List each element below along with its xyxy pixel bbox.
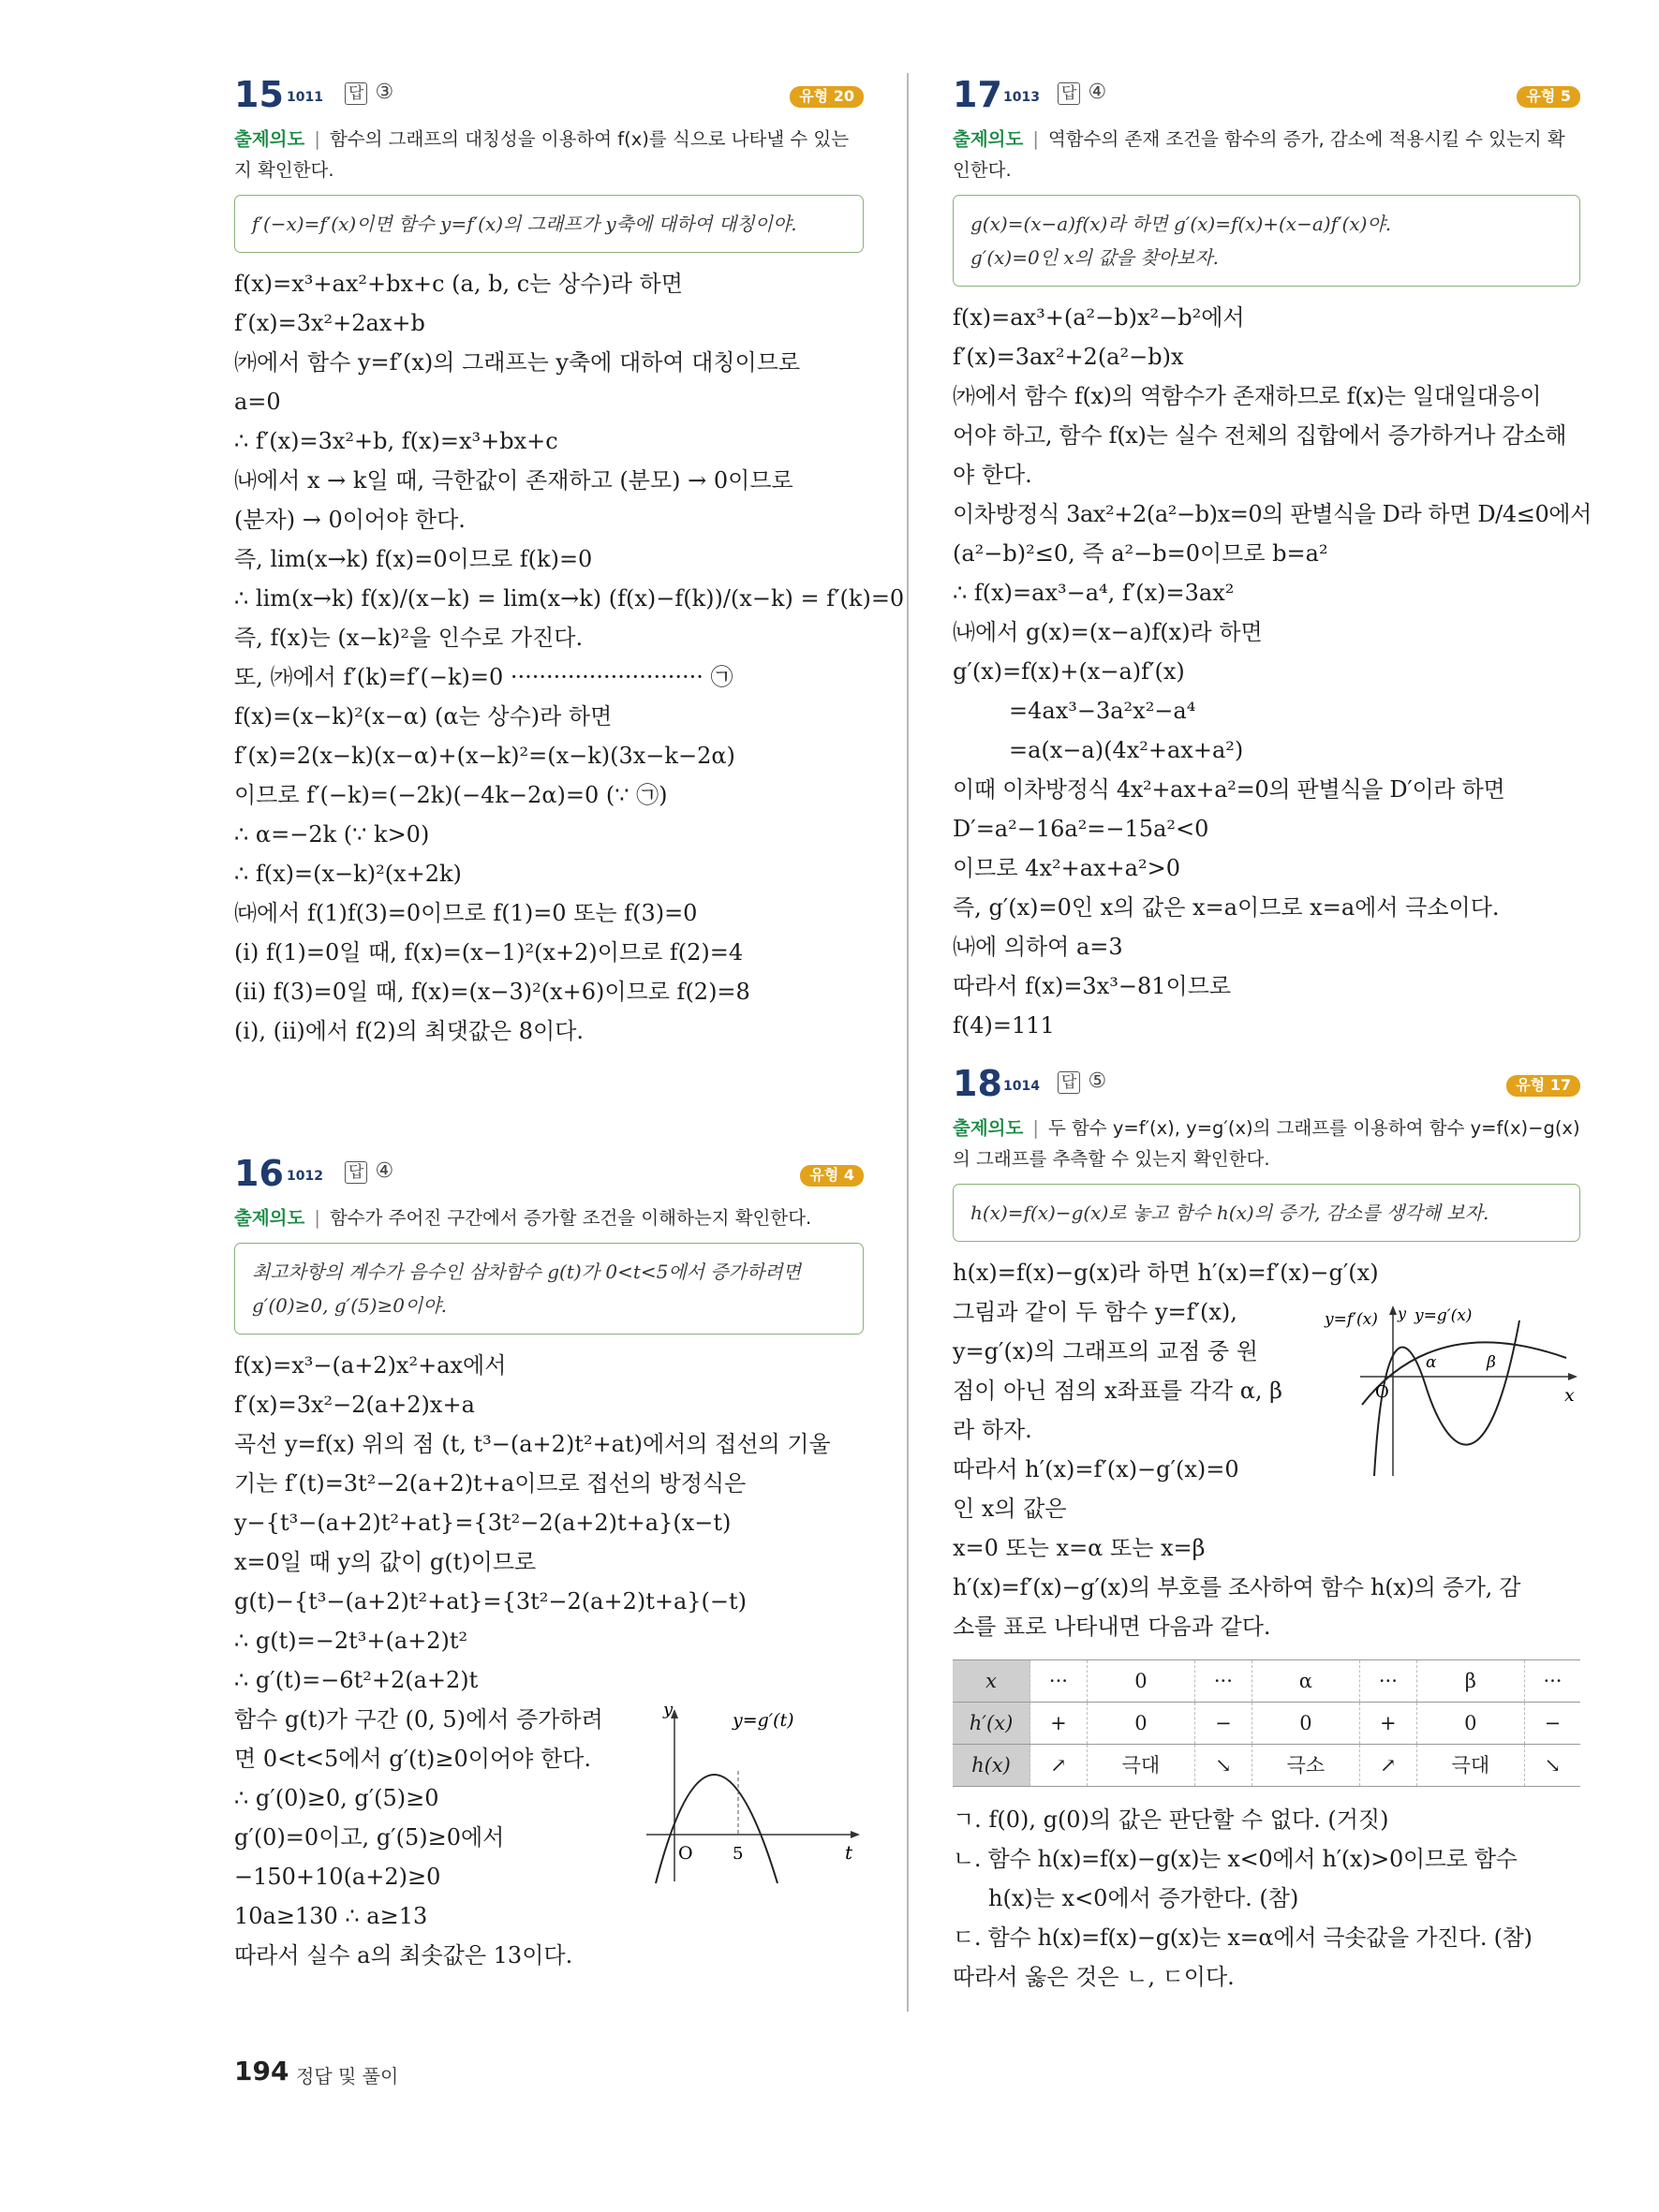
hint-box xyxy=(953,195,1580,287)
table-cell: ↘ xyxy=(1524,1745,1580,1787)
solution-line: 곡선 y=f(x) 위의 점 (t, t³−(a+2)t²+at)에서의 접선의 기울 xyxy=(234,1431,831,1457)
table-cell: − xyxy=(1194,1703,1252,1745)
solution-line: 또, ㈎에서 f′(k)=f′(−k)=0 ··························· ㉠ xyxy=(234,664,733,690)
table-cell: + xyxy=(1359,1703,1416,1745)
problem-18 xyxy=(953,1062,1580,1997)
solution-line: 기는 f′(t)=3t²−2(a+2)t+a이므로 접선의 방정식은 xyxy=(234,1470,747,1497)
solution-line: 라 하자. xyxy=(953,1417,1032,1443)
solution-line: (분자) → 0이어야 한다. xyxy=(234,507,466,533)
curve-label: y=g′(t) xyxy=(733,1710,794,1731)
solution-line: ㈐에서 f(1)f(3)=0이므로 f(1)=0 또는 f(3)=0 xyxy=(234,900,698,926)
table-cell: + xyxy=(1030,1703,1088,1745)
solution-line: y=g′(x)의 그래프의 교점 중 원 xyxy=(953,1338,1258,1364)
solution-line: =4ax³−3a²x²−a⁴ xyxy=(1009,698,1196,724)
hint-line: g′(0)≥0, g′(5)≥0이야. xyxy=(252,1294,448,1317)
table-cell: 0 xyxy=(1416,1703,1524,1745)
f-prime-label: y=f′(x) xyxy=(1325,1310,1378,1329)
solution-line: 이므로 4x²+ax+a²>0 xyxy=(953,855,1180,881)
table-cell: − xyxy=(1524,1703,1580,1745)
variation-table xyxy=(953,1659,1580,1787)
origin-label: O xyxy=(1375,1382,1389,1402)
table-row xyxy=(953,1703,1580,1745)
solution-line: ㈎에서 함수 y=f′(x)의 그래프는 y축에 대하여 대칭이므로 xyxy=(234,349,801,376)
answer-label xyxy=(345,81,393,105)
solution-line: ∴ lim(x→k) f(x)/(x−k) = lim(x→k) (f(x)−f(k))/(x−k) = f′(k)=0 xyxy=(234,585,905,612)
problem-code: 1014 xyxy=(1003,1079,1040,1094)
table-cell: ↗ xyxy=(1030,1745,1088,1787)
solution-line: f′(x)=3x²−2(a+2)x+a xyxy=(234,1392,475,1418)
problem-number: 16 xyxy=(234,1153,284,1194)
table-cell: ··· xyxy=(1194,1660,1252,1703)
hint-line: g′(x)=0인 x의 값을 찾아보자. xyxy=(970,246,1219,269)
table-cell: β xyxy=(1416,1660,1524,1703)
solution-line: 함수 g(t)가 구간 (0, 5)에서 증가하려 xyxy=(234,1706,603,1733)
hint-line: 최고차항의 계수가 음수인 삼차함수 g(t)가 0<t<5에서 증가하려면 xyxy=(252,1261,801,1283)
dap-badge: 답 xyxy=(345,1161,367,1184)
intent-text: 두 함수 y=f′(x), y=g′(x)의 그래프를 이용하여 함수 y=f(x)−g(x)의 그래프를 추측할 수 있는지 확인한다. xyxy=(953,1117,1580,1170)
solution-line: ∴ α=−2k (∵ k>0) xyxy=(234,821,430,848)
solution-line: f′(x)=3x²+2ax+b xyxy=(234,310,425,336)
type-badge: 유형 17 xyxy=(1506,1075,1580,1097)
solution-line: ∴ f(x)=(x−k)²(x+2k) xyxy=(234,861,462,887)
solution-line: 인 x의 값은 xyxy=(953,1496,1067,1522)
hint-box xyxy=(953,1184,1580,1242)
y-axis-label: y xyxy=(663,1703,674,1719)
solution-line: f′(x)=2(x−k)(x−α)+(x−k)²=(x−k)(3x−k−2α) xyxy=(234,743,735,769)
table-cell: 0 xyxy=(1087,1703,1194,1745)
solution-line: 즉, lim(x→k) f(x)=0이므로 f(k)=0 xyxy=(234,546,593,572)
y-arrow-icon xyxy=(1389,1305,1397,1315)
dap-badge: 답 xyxy=(1058,82,1080,105)
solution-line: 그림과 같이 두 함수 y=f′(x), xyxy=(953,1299,1237,1325)
solution-line: 10a≥130 ∴ a≥13 xyxy=(234,1903,428,1929)
intent-text: 역함수의 존재 조건을 함수의 증가, 감소에 적용시킬 수 있는지 확인한다. xyxy=(953,128,1565,181)
solution-line: a=0 xyxy=(234,389,281,415)
problem-code: 1011 xyxy=(287,90,323,105)
solution-line: ∴ f′(x)=3x²+b, f(x)=x³+bx+c xyxy=(234,428,558,454)
solution-line: ㈏에 의하여 a=3 xyxy=(953,934,1123,960)
answer-label xyxy=(1058,1069,1106,1094)
problem-number: 15 xyxy=(234,74,284,115)
solution-line: 점이 아닌 점의 x좌표를 각각 α, β xyxy=(953,1378,1283,1404)
origin-label: O xyxy=(678,1843,693,1864)
problem-code: 1012 xyxy=(287,1169,323,1184)
solution-line: ∴ f(x)=ax³−a⁴, f′(x)=3ax² xyxy=(953,580,1235,606)
type-badge: 유형 20 xyxy=(790,86,864,108)
solution-line: x=0일 때 y의 값이 g(t)이므로 xyxy=(234,1549,537,1575)
solution-line: g′(0)=0이고, g′(5)≥0에서 xyxy=(234,1824,505,1851)
answer-value: ④ xyxy=(375,1159,394,1183)
intent-label: 출제의도 xyxy=(953,1117,1024,1139)
table-cell: 극소 xyxy=(1252,1745,1359,1787)
solution-line: ∴ g′(0)≥0, g′(5)≥0 xyxy=(234,1785,439,1811)
solution-line: f′(x)=3ax²+2(a²−b)x xyxy=(953,344,1184,370)
g-prime-label: y=g′(x) xyxy=(1415,1306,1473,1325)
solution-line: (a²−b)²≤0, 즉 a²−b=0이므로 b=a² xyxy=(953,540,1328,567)
intent-text: 함수가 주어진 구간에서 증가할 조건을 이해하는지 확인한다. xyxy=(329,1207,812,1229)
graph-f-g-prime xyxy=(1323,1292,1580,1480)
f-prime-curve xyxy=(1374,1320,1519,1476)
column-divider xyxy=(907,73,909,2012)
page-number: 194 xyxy=(234,2056,289,2087)
solution-line: x=0 또는 x=α 또는 x=β xyxy=(953,1535,1206,1561)
solution-line: (ii) f(3)=0일 때, f(x)=(x−3)²(x+6)이므로 f(2)=8 xyxy=(234,979,750,1005)
solution-line: (i), (ii)에서 f(2)의 최댓값은 8이다. xyxy=(234,1018,585,1044)
problem-18-header xyxy=(953,1062,1580,1107)
solution-line: 즉, g′(x)=0인 x의 값은 x=a이므로 x=a에서 극소이다. xyxy=(953,894,1500,921)
solution-line: 따라서 h′(x)=f′(x)−g′(x)=0 xyxy=(953,1456,1239,1482)
problem-15-header xyxy=(234,73,864,118)
solution-line: ㄱ. f(0), g(0)의 값은 판단할 수 없다. (거짓) xyxy=(953,1806,1389,1833)
solution-line: ㈎에서 함수 f(x)의 역함수가 존재하므로 f(x)는 일대일대응이 xyxy=(953,383,1542,409)
solution-line: 따라서 옳은 것은 ㄴ, ㄷ이다. xyxy=(953,1964,1235,1990)
solution-line: ㈏에서 x → k일 때, 극한값이 존재하고 (분모) → 0이므로 xyxy=(234,467,793,494)
problem-number: 17 xyxy=(953,74,1002,115)
problem-code: 1013 xyxy=(1003,90,1040,105)
table-cell: ··· xyxy=(1030,1660,1088,1703)
problem-number: 18 xyxy=(953,1063,1002,1104)
table-cell: 0 xyxy=(1252,1703,1359,1745)
table-cell: h′(x) xyxy=(953,1703,1030,1745)
x-axis-label: t xyxy=(845,1841,853,1864)
page-section: 정답 및 풀이 xyxy=(296,2065,399,2087)
hint-line: f′(−x)=f′(x)이면 함수 y=f′(x)의 그래프가 y축에 대하여 대칭이야. xyxy=(252,213,797,235)
intent-label: 출제의도 xyxy=(953,128,1024,150)
graph-g-prime xyxy=(646,1703,864,1891)
table-cell: ↗ xyxy=(1359,1745,1416,1787)
solution-line: 면 0<t<5에서 g′(t)≥0이어야 한다. xyxy=(234,1746,591,1772)
solution-line: 이때 이차방정식 4x²+ax+a²=0의 판별식을 D′이라 하면 xyxy=(953,776,1505,803)
solution-15 xyxy=(234,264,905,1051)
solution-line: g(t)−{t³−(a+2)t²+at}={3t²−2(a+2)t+a}(−t) xyxy=(234,1588,748,1615)
side-block xyxy=(234,1700,864,1975)
table-row xyxy=(953,1660,1580,1703)
solution-line: ∴ g(t)=−2t³+(a+2)t² xyxy=(234,1628,468,1654)
solution-line: 이차방정식 3ax²+2(a²−b)x=0의 판별식을 D라 하면 D/4≤0에서 xyxy=(953,501,1592,527)
x-axis-label: x xyxy=(1564,1385,1575,1406)
answer-value: ④ xyxy=(1088,81,1107,104)
solution-line: f(x)=x³−(a+2)x²+ax에서 xyxy=(234,1352,507,1379)
x-arrow-icon xyxy=(1568,1373,1578,1380)
right-column xyxy=(953,73,1592,1997)
intent-label: 출제의도 xyxy=(234,128,305,150)
problem-16 xyxy=(234,1152,864,1975)
intent: 출제의도 | 역함수의 존재 조건을 함수의 증가, 감소에 적용시킬 수 있는지 확인한다. xyxy=(953,128,1565,181)
intent-label: 출제의도 xyxy=(234,1207,305,1229)
hint-line: g(x)=(x−a)f(x)라 하면 g′(x)=f(x)+(x−a)f′(x)야. xyxy=(970,213,1392,235)
dap-badge: 답 xyxy=(345,82,367,105)
table-cell: 극대 xyxy=(1087,1745,1194,1787)
problem-17 xyxy=(953,73,1592,1045)
problem-16-header xyxy=(234,1152,864,1197)
answer-label xyxy=(1058,81,1106,105)
beta-label: β xyxy=(1487,1353,1496,1372)
x-arrow-icon xyxy=(851,1831,860,1838)
solution-line: h(x)는 x<0에서 증가한다. (참) xyxy=(988,1885,1299,1911)
table-cell: ↘ xyxy=(1194,1745,1252,1787)
solution-line: 이므로 f′(−k)=(−2k)(−4k−2α)=0 (∵ ㉠) xyxy=(234,782,668,808)
solution-line: ∴ g′(t)=−6t²+2(a+2)t xyxy=(234,1667,479,1693)
answer-value: ③ xyxy=(375,81,394,104)
solution-line: y−{t³−(a+2)t²+at}={3t²−2(a+2)t+a}(x−t) xyxy=(234,1510,732,1536)
solution-17 xyxy=(953,298,1592,1045)
solution-16 xyxy=(234,1346,864,1975)
problem-17-header xyxy=(953,73,1580,118)
solution-line: (i) f(1)=0일 때, f(x)=(x−1)²(x+2)이므로 f(2)=4 xyxy=(234,939,744,966)
type-badge: 유형 5 xyxy=(1517,86,1580,108)
table-cell: 0 xyxy=(1087,1660,1194,1703)
table-cell: ··· xyxy=(1359,1660,1416,1703)
table-cell: x xyxy=(953,1660,1030,1703)
table-cell: h(x) xyxy=(953,1745,1030,1787)
solution-line: ㈏에서 g(x)=(x−a)f(x)라 하면 xyxy=(953,619,1263,645)
solution-line: h(x)=f(x)−g(x)라 하면 h′(x)=f′(x)−g′(x) xyxy=(953,1260,1379,1286)
solution-line: 어야 하고, 함수 f(x)는 실수 전체의 집합에서 증가하거나 감소해 xyxy=(953,422,1567,449)
intent: 출제의도 | 함수의 그래프의 대칭성을 이용하여 f(x)를 식으로 나타낼 수 있는지 확인한다. xyxy=(234,128,850,181)
solution-line: ㄷ. 함수 h(x)=f(x)−g(x)는 x=α에서 극솟값을 가진다. (참) xyxy=(953,1924,1533,1951)
solution-line: 따라서 실수 a의 최솟값은 13이다. xyxy=(234,1942,573,1969)
solution-line: D′=a²−16a²=−15a²<0 xyxy=(953,816,1209,842)
answer-value: ⑤ xyxy=(1088,1069,1107,1093)
solution-line: 즉, f(x)는 (x−k)²을 인수로 가진다. xyxy=(234,625,584,651)
solution-line: f(4)=111 xyxy=(953,1012,1055,1039)
solution-line: −150+10(a+2)≥0 xyxy=(234,1864,441,1890)
table-cell: 극대 xyxy=(1416,1745,1524,1787)
table-row xyxy=(953,1745,1580,1787)
solution-line: 소를 표로 나타내면 다음과 같다. xyxy=(953,1614,1271,1640)
answer-label xyxy=(345,1159,393,1184)
alpha-label: α xyxy=(1426,1353,1437,1372)
tick-label: 5 xyxy=(733,1844,744,1864)
hint-box xyxy=(234,1243,864,1335)
solution-line: f(x)=ax³+(a²−b)x²−b²에서 xyxy=(953,304,1245,331)
hint-line: h(x)=f(x)−g(x)로 놓고 함수 h(x)의 증가, 감소를 생각해 보자. xyxy=(970,1202,1489,1224)
solution-line: h′(x)=f′(x)−g′(x)의 부호를 조사하여 함수 h(x)의 증가, 감 xyxy=(953,1574,1521,1600)
side-block xyxy=(953,1292,1580,1528)
problem-15 xyxy=(234,73,905,1051)
type-badge: 유형 4 xyxy=(800,1165,864,1187)
hint-box xyxy=(234,195,864,253)
solution-18 xyxy=(953,1253,1580,1997)
intent: 출제의도 | 두 함수 y=f′(x), y=g′(x)의 그래프를 이용하여 함수 y=f(x)−g(x)의 그래프를 추측할 수 있는지 확인한다. xyxy=(953,1117,1580,1170)
solution-line: g′(x)=f(x)+(x−a)f′(x) xyxy=(953,658,1185,685)
solution-line: ㄴ. 함수 h(x)=f(x)−g(x)는 x<0에서 h′(x)>0이므로 함수 xyxy=(953,1846,1518,1872)
intent-text: 함수의 그래프의 대칭성을 이용하여 f(x)를 식으로 나타낼 수 있는지 확인한다. xyxy=(234,128,850,181)
solution-line: =a(x−a)(4x²+ax+a²) xyxy=(1009,737,1244,763)
solution-line: 야 한다. xyxy=(953,462,1032,488)
intent: 출제의도 | 함수가 주어진 구간에서 증가할 조건을 이해하는지 확인한다. xyxy=(234,1207,812,1229)
table-cell: ··· xyxy=(1524,1660,1580,1703)
y-axis-label: y xyxy=(1398,1305,1407,1322)
solution-line: 따라서 f(x)=3x³−81이므로 xyxy=(953,973,1232,999)
solution-line: f(x)=(x−k)²(x−α) (α는 상수)라 하면 xyxy=(234,703,613,730)
solution-line: f(x)=x³+ax²+bx+c (a, b, c는 상수)라 하면 xyxy=(234,271,683,297)
left-column xyxy=(234,73,905,1975)
dap-badge: 답 xyxy=(1058,1071,1080,1094)
table-cell: α xyxy=(1252,1660,1359,1703)
